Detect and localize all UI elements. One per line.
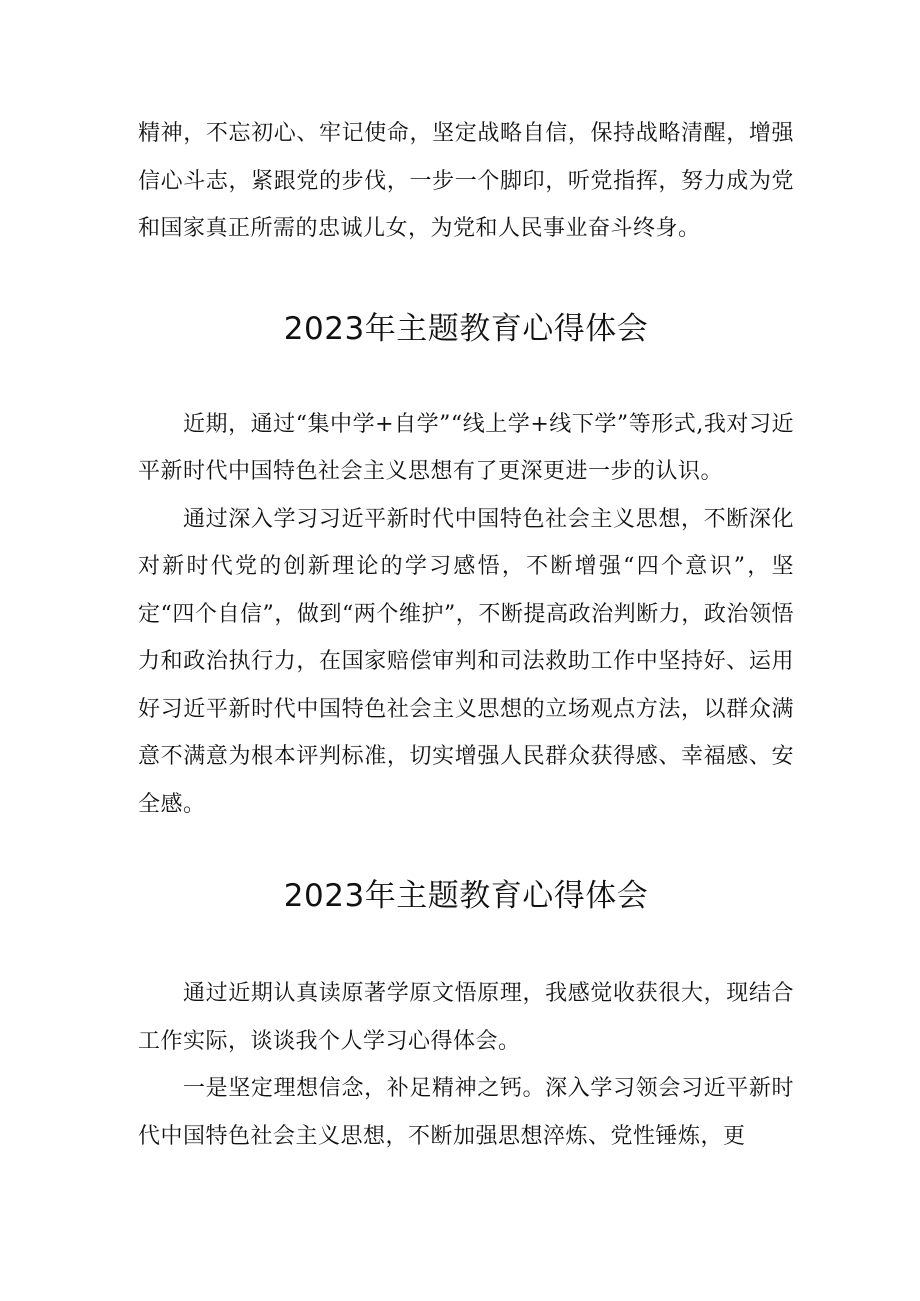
section2-title: 2023年主题教育心得体会 (283, 878, 649, 914)
section2-paragraph-1: 通过近期认真读原著学原文悟原理，我感觉收获很大，现结合工作实际，谈谈我个人学习心得体会。 (138, 981, 794, 1054)
section1-body (138, 401, 794, 829)
intro-paragraph: 精神，不忘初心、牢记使命，坚定战略自信，保持战略清醒，增强信心斗志，紧跟党的步伐，一步一个脚印，听党指挥，努力成为党和国家真正所需的忠诚儿女，为党和人民事业奋斗终身。 (138, 121, 794, 241)
section2-body (138, 970, 794, 1160)
section1-paragraph-2: 通过深入学习习近平新时代中国特色社会主义思想，不断深化对新时代党的创新理论的学习感悟，不断增强“四个意识”，坚定“四个自信”，做到“两个维护”，不断提高政治判断力，政治领悟力和政治执行力，在国家赔偿审判和司法救助工作中坚持好、运用好习近平新时代中国特色社会主义思想的立场观点方法，以群众满意不满意为根本评判标准，切实增强人民群众获得感、幸福感、安全感。 (138, 506, 794, 817)
section1-title: 2023年主题教育心得体会 (283, 310, 649, 347)
section1-paragraph-1: 近期，通过“集中学+自学”“线上学+线下学”等形式,我对习近平新时代中国特色社会主义思想有了更深更进一步的认识。 (138, 411, 794, 484)
section2-paragraph-2: 一是坚定理想信念，补足精神之钙。深入学习领会习近平新时代中国特色社会主义思想，不断加强思想淬炼、党性锤炼，更 (138, 1076, 794, 1149)
document-page (138, 110, 794, 1160)
